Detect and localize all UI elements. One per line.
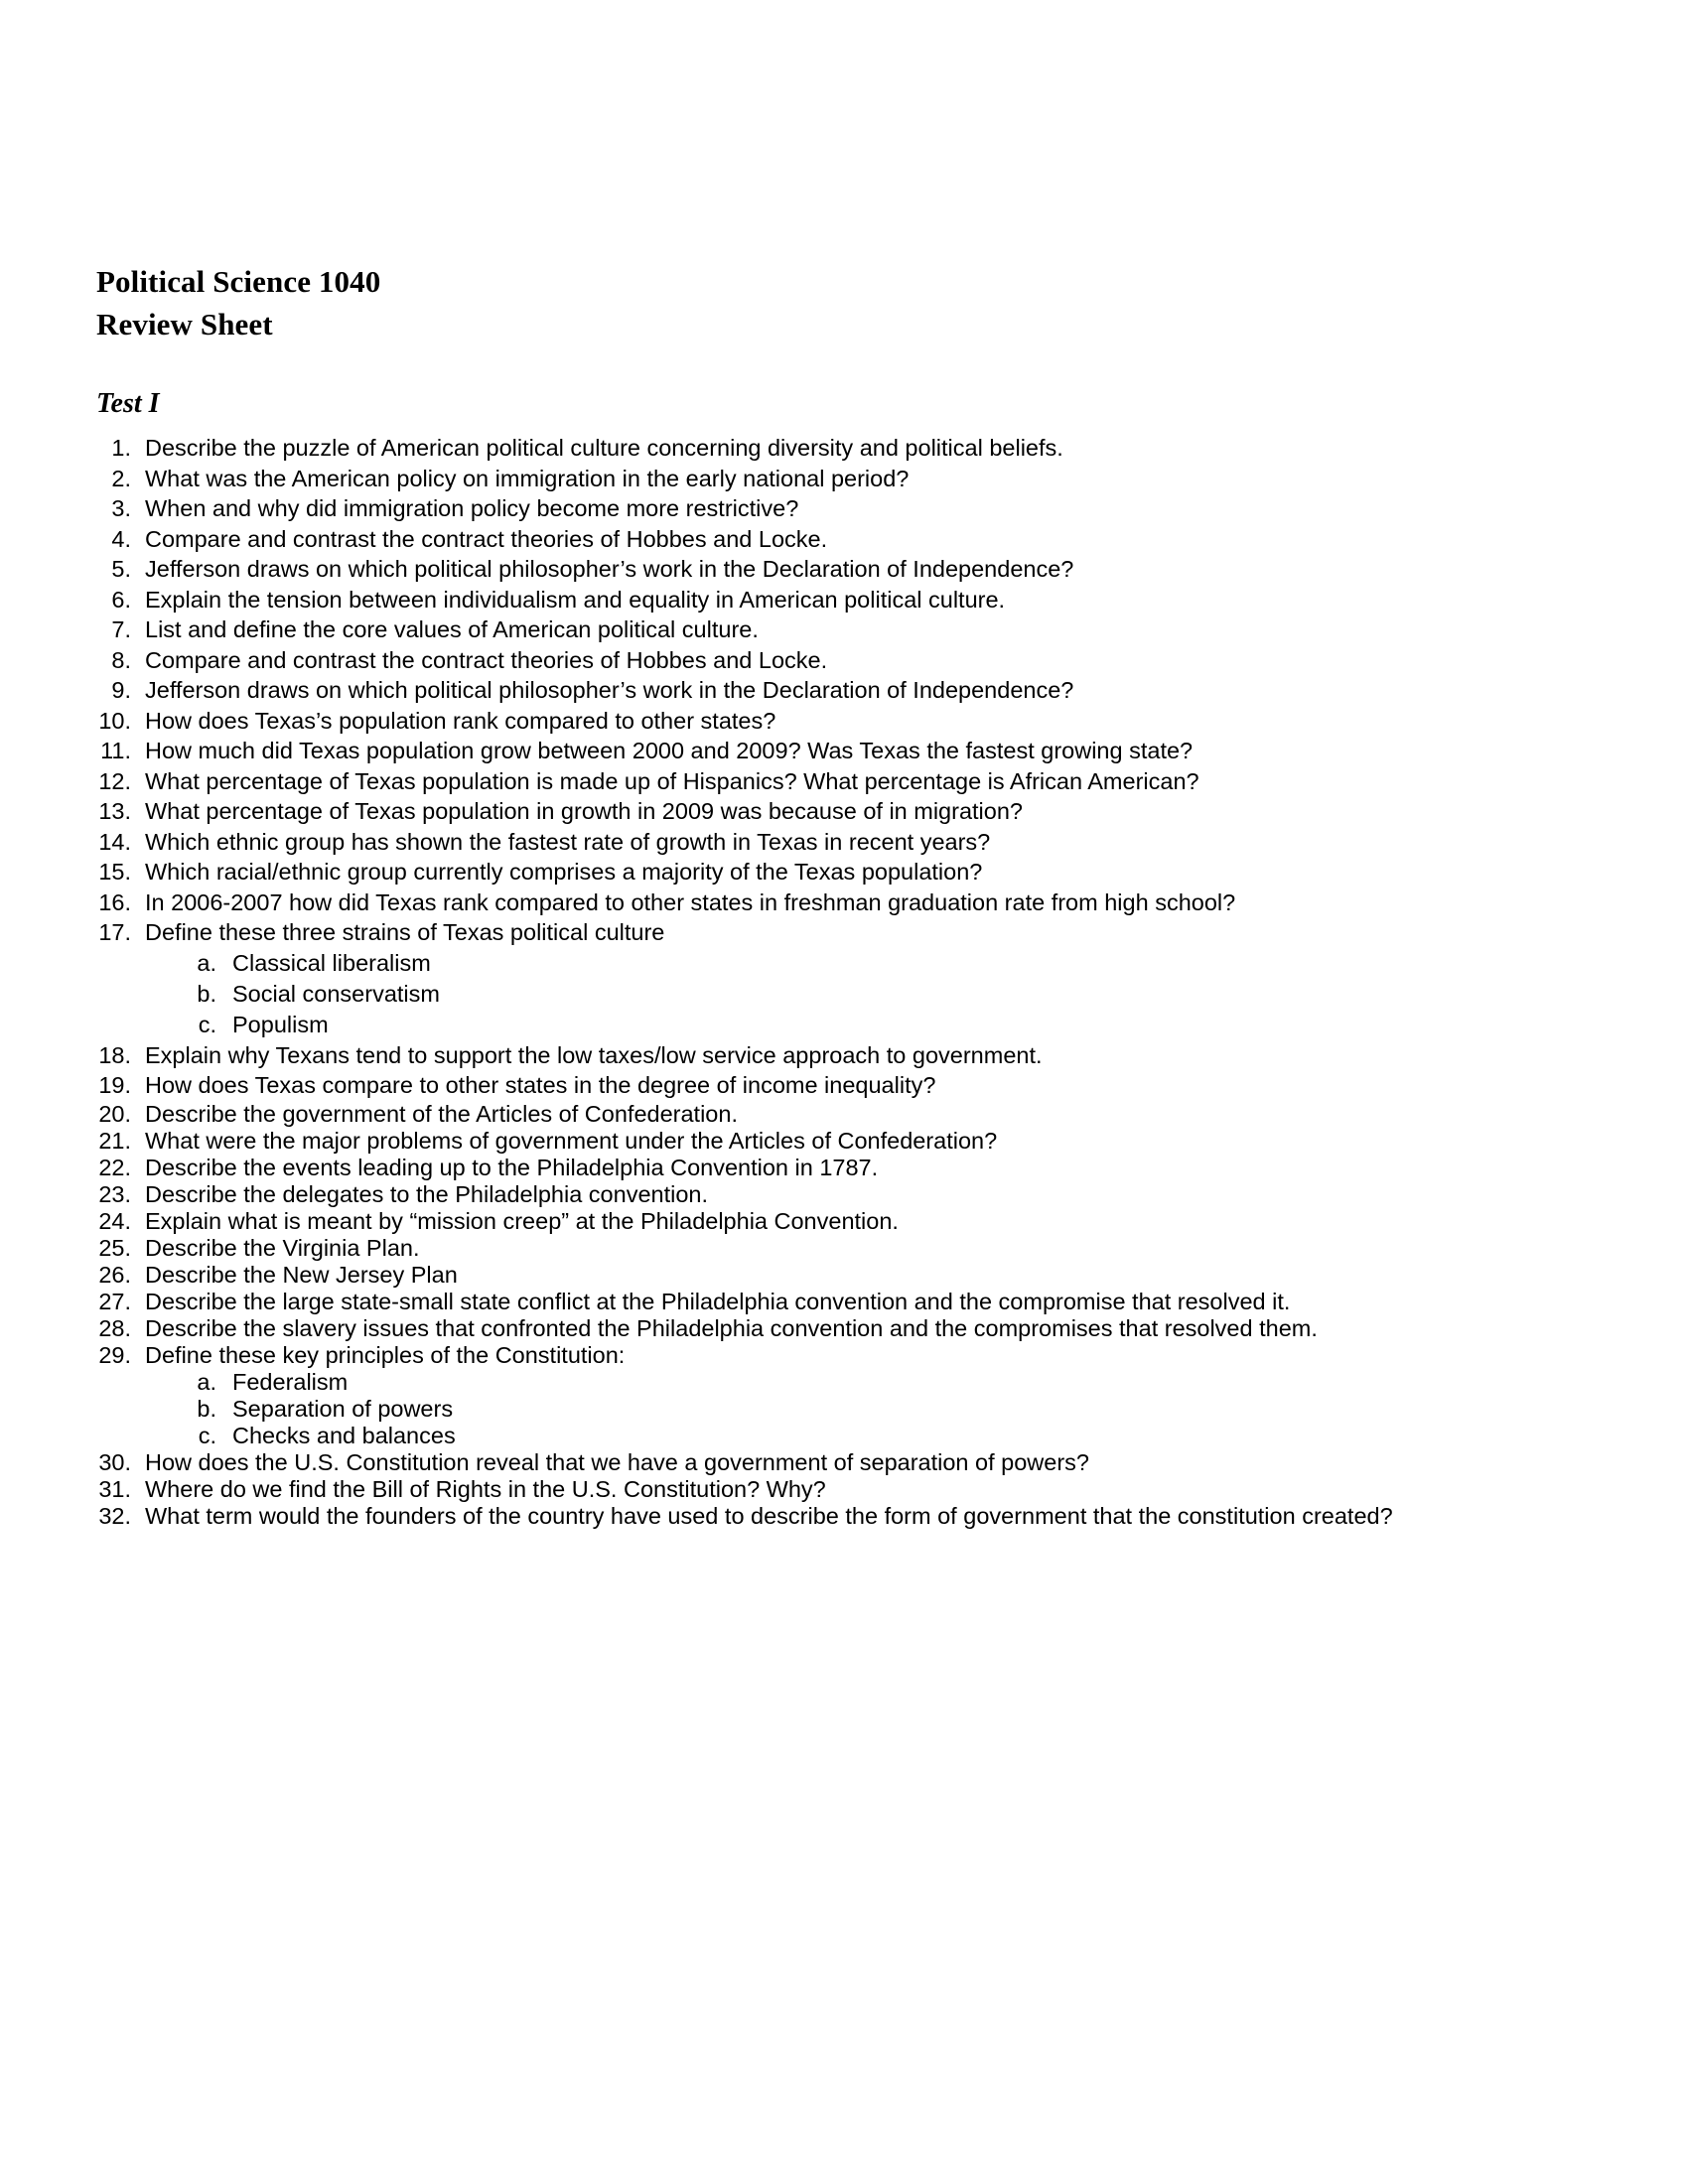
question-item (96, 706, 1546, 737)
question-subitem-text: Social conservatism (232, 980, 440, 1007)
question-text: Explain why Texans tend to support the low taxes/low service approach to government. (145, 1041, 1043, 1068)
question-subitem-letter: b. (197, 1395, 216, 1422)
question-item (96, 1128, 1546, 1155)
question-item (96, 675, 1546, 706)
question-text: Which ethnic group has shown the fastest rate of growth in Texas in recent years? (145, 828, 991, 855)
question-item (96, 614, 1546, 645)
question-text: In 2006-2007 how did Texas rank compared to other states in freshman graduation rate from high school? (145, 888, 1236, 915)
question-text: Where do we find the Bill of Rights in the U.S. Constitution? Why? (145, 1475, 826, 1502)
question-text: How much did Texas population grow between 2000 and 2009? Was Texas the fastest growing state? (145, 738, 1194, 763)
question-item (96, 1181, 1546, 1208)
question-text: What were the major problems of government under the Articles of Confederation? (145, 1127, 998, 1154)
question-text: Describe the slavery issues that confronted the Philadelphia convention and the compromises that resolved them. (145, 1314, 1318, 1341)
question-text: Define these key principles of the Constitution: (145, 1341, 626, 1368)
question-subitem-text: Federalism (232, 1368, 349, 1395)
title-block (96, 260, 1546, 345)
question-number: 28. (98, 1314, 131, 1341)
question-subitem (96, 1396, 1546, 1423)
question-text: Jefferson draws on which political philosopher’s work in the Declaration of Independence? (145, 677, 1074, 703)
question-number: 21. (98, 1127, 131, 1154)
question-subitem-text: Checks and balances (232, 1422, 456, 1448)
question-number: 23. (98, 1180, 131, 1207)
question-item (96, 1476, 1546, 1503)
question-text: Describe the Virginia Plan. (145, 1234, 420, 1261)
question-text: Define these three strains of Texas political culture (145, 919, 665, 945)
question-item (96, 493, 1546, 524)
question-number: 6. (111, 586, 131, 613)
question-number: 27. (98, 1288, 131, 1314)
question-number: 32. (98, 1502, 131, 1529)
question-item (96, 1208, 1546, 1235)
question-subitem-letter: c. (198, 1011, 216, 1037)
question-text: What term would the founders of the country have used to describe the form of government that the constitution created? (145, 1502, 1393, 1529)
question-item (96, 464, 1546, 494)
question-item (96, 736, 1546, 766)
question-number: 16. (98, 888, 131, 915)
question-item (96, 1289, 1546, 1315)
question-item (96, 1235, 1546, 1262)
question-subitem (96, 1369, 1546, 1396)
question-text: Jefferson draws on which political philosopher’s work in the Declaration of Independence? (145, 556, 1074, 582)
question-text: How does Texas’s population rank compared to other states? (145, 707, 776, 734)
question-item (96, 887, 1546, 918)
document-title-line-2: Review Sheet (96, 307, 273, 341)
question-number: 20. (98, 1100, 131, 1127)
question-number: 11. (100, 738, 131, 763)
question-number: 13. (98, 798, 131, 824)
question-number: 18. (98, 1041, 131, 1068)
question-text: When and why did immigration policy become more restrictive? (145, 495, 799, 521)
question-text: How does the U.S. Constitution reveal that we have a government of separation of powers? (145, 1448, 1089, 1475)
question-text: Describe the New Jersey Plan (145, 1261, 458, 1288)
question-number: 5. (111, 556, 131, 582)
question-subitem-text: Classical liberalism (232, 949, 431, 976)
question-text: What was the American policy on immigration in the early national period? (145, 465, 910, 491)
document-body (96, 260, 1546, 1530)
question-subitem-letter: b. (197, 980, 216, 1007)
question-text: Which racial/ethnic group currently comprises a majority of the Texas population? (145, 859, 983, 885)
question-number: 29. (98, 1341, 131, 1368)
document-title-line-1: Political Science 1040 (96, 264, 381, 299)
question-text: Describe the large state-small state conflict at the Philadelphia convention and the compromise that resolved it. (145, 1288, 1291, 1314)
question-text: Describe the delegates to the Philadelphia convention. (145, 1180, 708, 1207)
question-item (96, 1101, 1546, 1128)
question-item (96, 1155, 1546, 1181)
question-item (96, 917, 1546, 948)
question-subitem-text: Populism (232, 1011, 329, 1037)
question-number: 17. (98, 919, 131, 945)
question-item (96, 857, 1546, 887)
question-text: Describe the events leading up to the Philadelphia Convention in 1787. (145, 1154, 879, 1180)
question-number: 30. (98, 1448, 131, 1475)
question-number: 31. (98, 1475, 131, 1502)
question-subitem (96, 979, 1546, 1010)
question-item (96, 554, 1546, 585)
question-item (96, 1503, 1546, 1530)
question-number: 26. (98, 1261, 131, 1288)
question-text: Explain the tension between individualism and equality in American political culture. (145, 586, 1006, 613)
question-number: 8. (111, 646, 131, 673)
question-item (96, 796, 1546, 827)
question-text: Compare and contrast the contract theories of Hobbes and Locke. (145, 646, 828, 673)
question-number: 1. (111, 435, 131, 461)
question-item (96, 645, 1546, 676)
question-number: 3. (111, 495, 131, 521)
question-sublist (96, 948, 1546, 1040)
question-item (96, 524, 1546, 555)
question-text: Compare and contrast the contract theories of Hobbes and Locke. (145, 525, 828, 552)
question-item (96, 1449, 1546, 1476)
question-item (96, 433, 1546, 464)
question-item (96, 1040, 1546, 1071)
question-subitem-letter: c. (198, 1422, 216, 1448)
question-text: What percentage of Texas population in growth in 2009 was because of in migration? (145, 798, 1023, 824)
question-item (96, 1315, 1546, 1342)
question-number: 24. (98, 1207, 131, 1234)
question-subitem-letter: a. (197, 1368, 216, 1395)
question-number: 22. (98, 1154, 131, 1180)
question-number: 25. (98, 1234, 131, 1261)
question-item (96, 827, 1546, 858)
question-text: Describe the puzzle of American political culture concerning diversity and political beliefs. (145, 435, 1063, 461)
question-item (96, 1342, 1546, 1369)
question-number: 19. (98, 1072, 131, 1098)
question-number: 7. (111, 616, 131, 642)
question-sublist (96, 1369, 1546, 1449)
question-item (96, 766, 1546, 797)
question-text: How does Texas compare to other states in the degree of income inequality? (145, 1072, 936, 1098)
question-item (96, 585, 1546, 615)
question-text: Explain what is meant by “mission creep” at the Philadelphia Convention. (145, 1207, 899, 1234)
question-text: What percentage of Texas population is made up of Hispanics? What percentage is African American? (145, 767, 1199, 794)
section-heading-test-1: Test I (96, 388, 160, 419)
question-number: 9. (111, 677, 131, 703)
question-list (96, 433, 1546, 1530)
question-text: Describe the government of the Articles of Confederation. (145, 1100, 738, 1127)
question-number: 10. (98, 707, 131, 734)
question-item (96, 1070, 1546, 1101)
question-subitem (96, 1423, 1546, 1449)
question-number: 12. (98, 767, 131, 794)
question-number: 4. (111, 525, 131, 552)
question-subitem (96, 948, 1546, 979)
question-subitem (96, 1010, 1546, 1040)
question-item (96, 1262, 1546, 1289)
question-text: List and define the core values of American political culture. (145, 616, 759, 642)
question-subitem-text: Separation of powers (232, 1395, 454, 1422)
question-number: 2. (111, 465, 131, 491)
question-number: 15. (98, 859, 131, 885)
question-number: 14. (98, 828, 131, 855)
question-subitem-letter: a. (197, 949, 216, 976)
